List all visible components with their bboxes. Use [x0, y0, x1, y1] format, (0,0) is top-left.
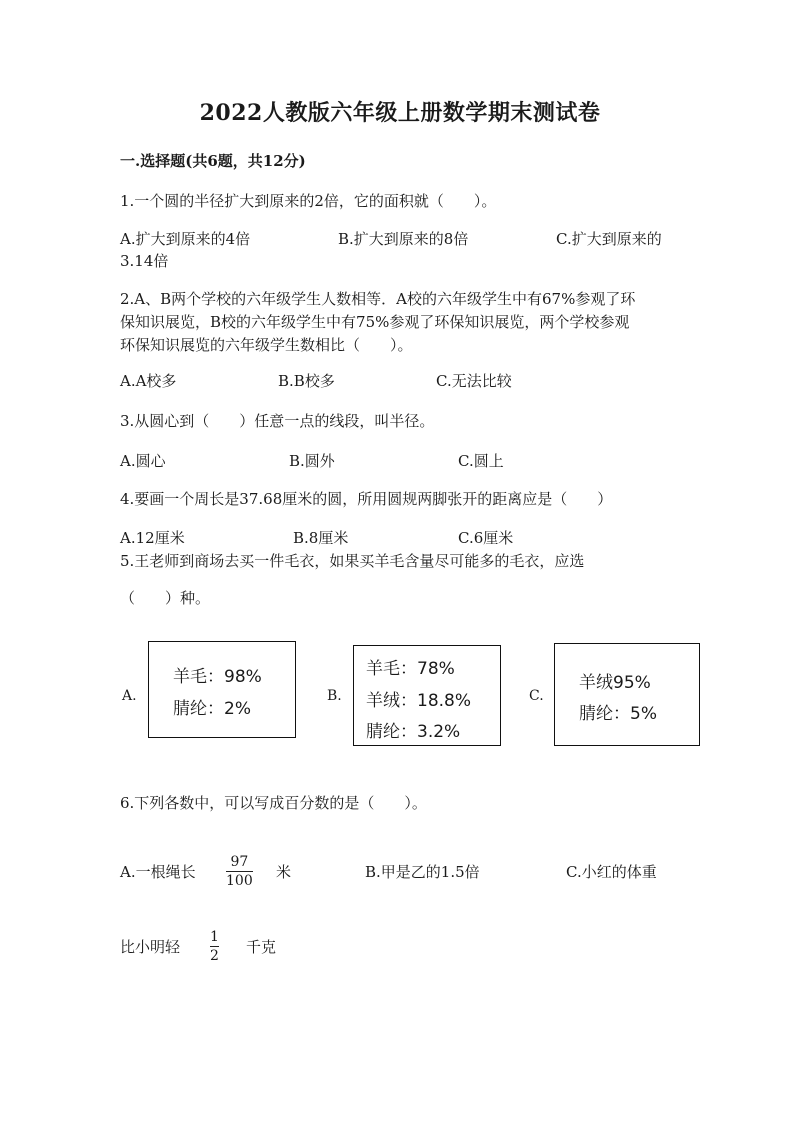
question-2-option-b: B.B校多 — [278, 372, 335, 390]
question-4-option-c: C.6厘米 — [458, 529, 514, 547]
question-4-option-b: B.8厘米 — [293, 529, 349, 547]
question-1-option-c: C.扩大到原来的 — [556, 230, 662, 248]
question-6-option-a-prefix: A.一根绳长 — [120, 863, 196, 881]
fraction-numerator: 1 — [210, 929, 219, 945]
option-b-line-2: 羊绒：18.8% — [366, 691, 472, 711]
option-b-line-1: 羊毛：78% — [366, 659, 455, 679]
fraction-1-2 — [210, 930, 219, 963]
question-6-option-c-continued: 比小明轻 — [120, 938, 181, 956]
question-1-option-c-continued: 3.14倍 — [120, 252, 169, 270]
question-6-text: 6.下列各数中，可以写成百分数的是（ ）。 — [120, 794, 427, 812]
question-1-option-a: A.扩大到原来的4倍 — [120, 230, 251, 248]
page-title: 2022人教版六年级上册数学期末测试卷 — [199, 100, 601, 126]
question-6-option-c: C.小红的体重 — [566, 863, 657, 881]
fraction-97-100 — [226, 855, 253, 888]
question-2-line-3: 环保知识展览的六年级学生数相比（ ）。 — [120, 336, 413, 354]
option-c-line-2: 腈纶：5% — [579, 704, 657, 724]
option-c-label-box — [554, 643, 700, 746]
question-5-option-c-label: C. — [529, 688, 544, 704]
fraction-denominator: 2 — [210, 948, 219, 964]
option-a-label-box — [148, 641, 296, 738]
question-3-text: 3.从圆心到（ ）任意一点的线段，叫半径。 — [120, 412, 435, 430]
question-6-option-b: B.甲是乙的1.5倍 — [365, 863, 480, 881]
question-2-option-a: A.A校多 — [120, 372, 177, 390]
question-5-line-2: （ ）种。 — [120, 589, 211, 607]
question-6-option-a-suffix: 米 — [276, 863, 292, 881]
question-5-line-1: 5.王老师到商场去买一件毛衣，如果买羊毛含量尽可能多的毛衣，应选 — [120, 552, 585, 570]
question-5-option-a-label: A. — [122, 688, 137, 704]
option-a-line-2: 腈纶：2% — [173, 699, 251, 719]
question-3-option-a: A.圆心 — [120, 452, 166, 470]
question-2-option-c: C.无法比较 — [436, 372, 512, 390]
section-heading: 一.选择题(共6题，共12分) — [120, 152, 306, 170]
question-2-line-1: 2.A、B两个学校的六年级学生人数相等．A校的六年级学生中有67%参观了环 — [120, 290, 636, 308]
option-b-line-3: 腈纶：3.2% — [366, 722, 461, 742]
option-a-line-1: 羊毛：98% — [173, 667, 262, 687]
fraction-denominator: 100 — [226, 873, 253, 889]
question-3-option-b: B.圆外 — [289, 452, 335, 470]
option-c-line-1: 羊绒95% — [579, 673, 651, 693]
question-1-text: 1.一个圆的半径扩大到原来的2倍，它的面积就（ ）。 — [120, 192, 497, 210]
question-2-line-2: 保知识展览，B校的六年级学生中有75%参观了环保知识展览，两个学校参观 — [120, 313, 630, 331]
question-1-option-b: B.扩大到原来的8倍 — [338, 230, 469, 248]
question-4-text: 4.要画一个周长是37.68厘米的圆，所用圆规两脚张开的距离应是（ ） — [120, 490, 613, 508]
question-3-option-c: C.圆上 — [458, 452, 504, 470]
fraction-numerator: 97 — [230, 854, 249, 870]
option-b-label-box — [353, 645, 501, 746]
question-6-option-c-suffix: 千克 — [246, 938, 277, 956]
question-5-option-b-label: B. — [327, 688, 342, 704]
question-4-option-a: A.12厘米 — [120, 529, 185, 547]
